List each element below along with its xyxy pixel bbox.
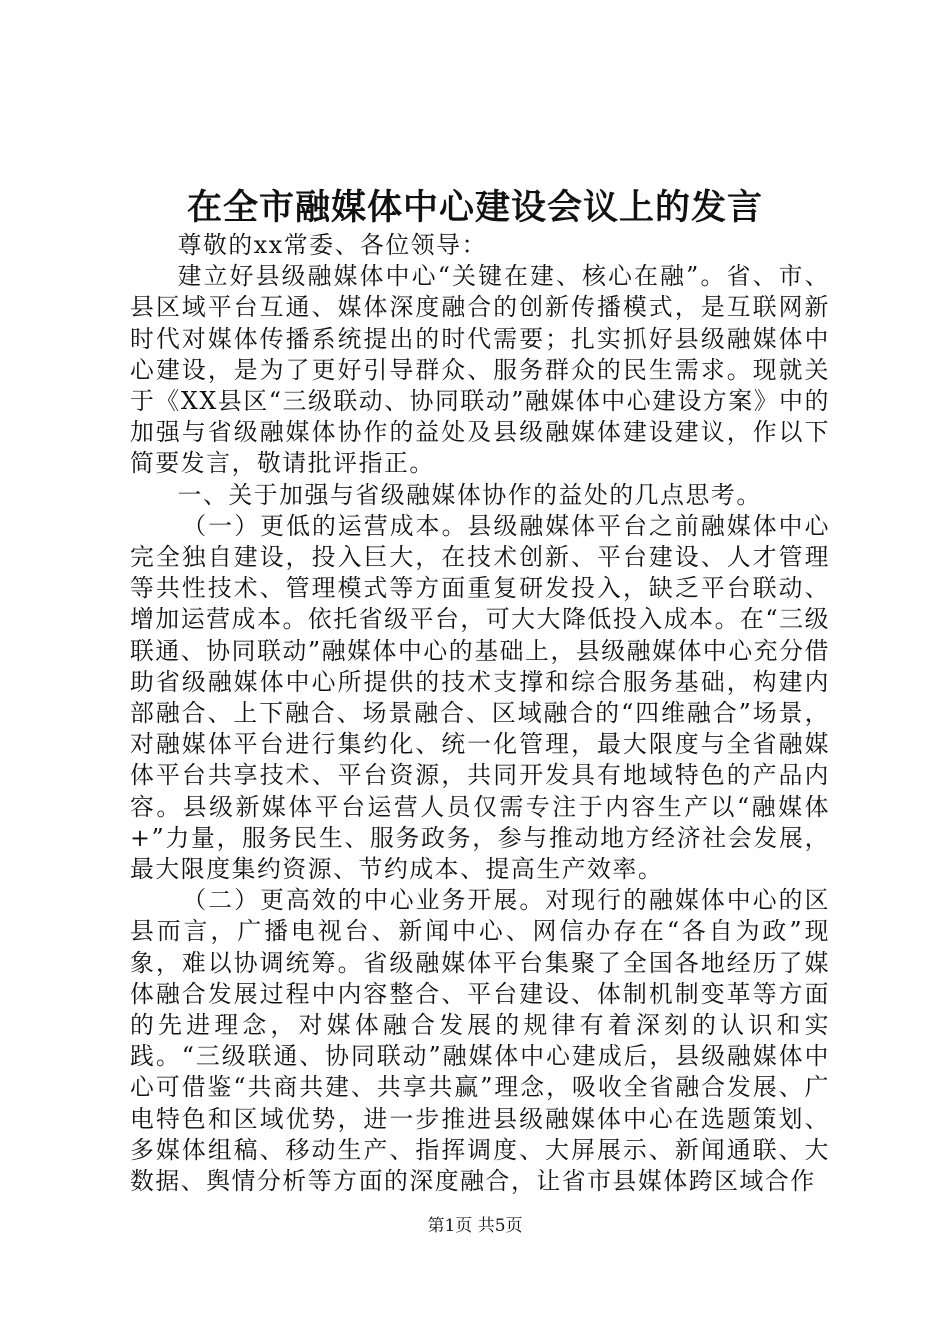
section-heading-1: 一、关于加强与省级融媒体协作的益处的几点思考。	[177, 480, 762, 509]
paragraph-point-1: （一）更低的运营成本。县级融媒体平台之前融媒体中心完全独自建设，投入巨大，在技术创新、平台建设、人才管理等共性技术、管理模式等方面重复研发投入，缺乏平台联动、增加运营成本。依托省级平台，可大大降低投入成本。在“三级联通、协同联动”融媒体中心的基础上，县级融媒体中心充分借助省级融媒体中心所提供的技术支撑和综合服务基础，构建内部融合、上下融合、场景融合、区域融合的“四维融合”场景，对融媒体平台进行集约化、统一化管理，最大限度与全省融媒体平台共享技术、平台资源，共同开发具有地域特色的产品内容。县级新媒体平台运营人员仅需专注于内容生产以“融媒体+”力量，服务民生、服务政务，参与推动地方经济社会发展，最大限度集约资源、节约成本、提高生产效率。	[130, 511, 830, 884]
paragraph-point-2: （二）更高效的中心业务开展。对现行的融媒体中心的区县而言，广播电视台、新闻中心、网信办存在“各自为政”现象，难以协调统筹。省级融媒体平台集聚了全国各地经历了媒体融合发展过程中内容整合、平台建设、体制机制变革等方面的先进理念，对媒体融合发展的规律有着深刻的认识和实践。“三级联通、协同联动”融媒体中心建成后，县级融媒体中心可借鉴“共商共建、共享共赢”理念，吸收全省融合发展、广电特色和区域优势，进一步推进县级融媒体中心在选题策划、多媒体组稿、移动生产、指挥调度、大屏展示、新闻通联、大数据、舆情分析等方面的深度融合，让省市县媒体跨区域合作	[130, 886, 830, 1196]
page-number-footer: 第1页 共5页	[427, 1216, 523, 1236]
salutation: 尊敬的xx常委、各位领导：	[177, 231, 487, 259]
document-body	[130, 230, 830, 1197]
paragraph-intro: 建立好县级融媒体中心“关键在建、核心在融”。省、市、县区域平台互通、媒体深度融合的创新传播模式，是互联网新时代对媒体传播系统提出的时代需要；扎实抓好县级融媒体中心建设，是为了更好引导群众、服务群众的民生需求。现就关于《XX县区“三级联动、协同联动”融媒体中心建设方案》中的加强与省级融媒体协作的益处及县级融媒体建设建议，作以下简要发言，敬请批评指正。	[130, 262, 830, 478]
document-title: 在全市融媒体中心建设会议上的发言	[186, 187, 763, 228]
